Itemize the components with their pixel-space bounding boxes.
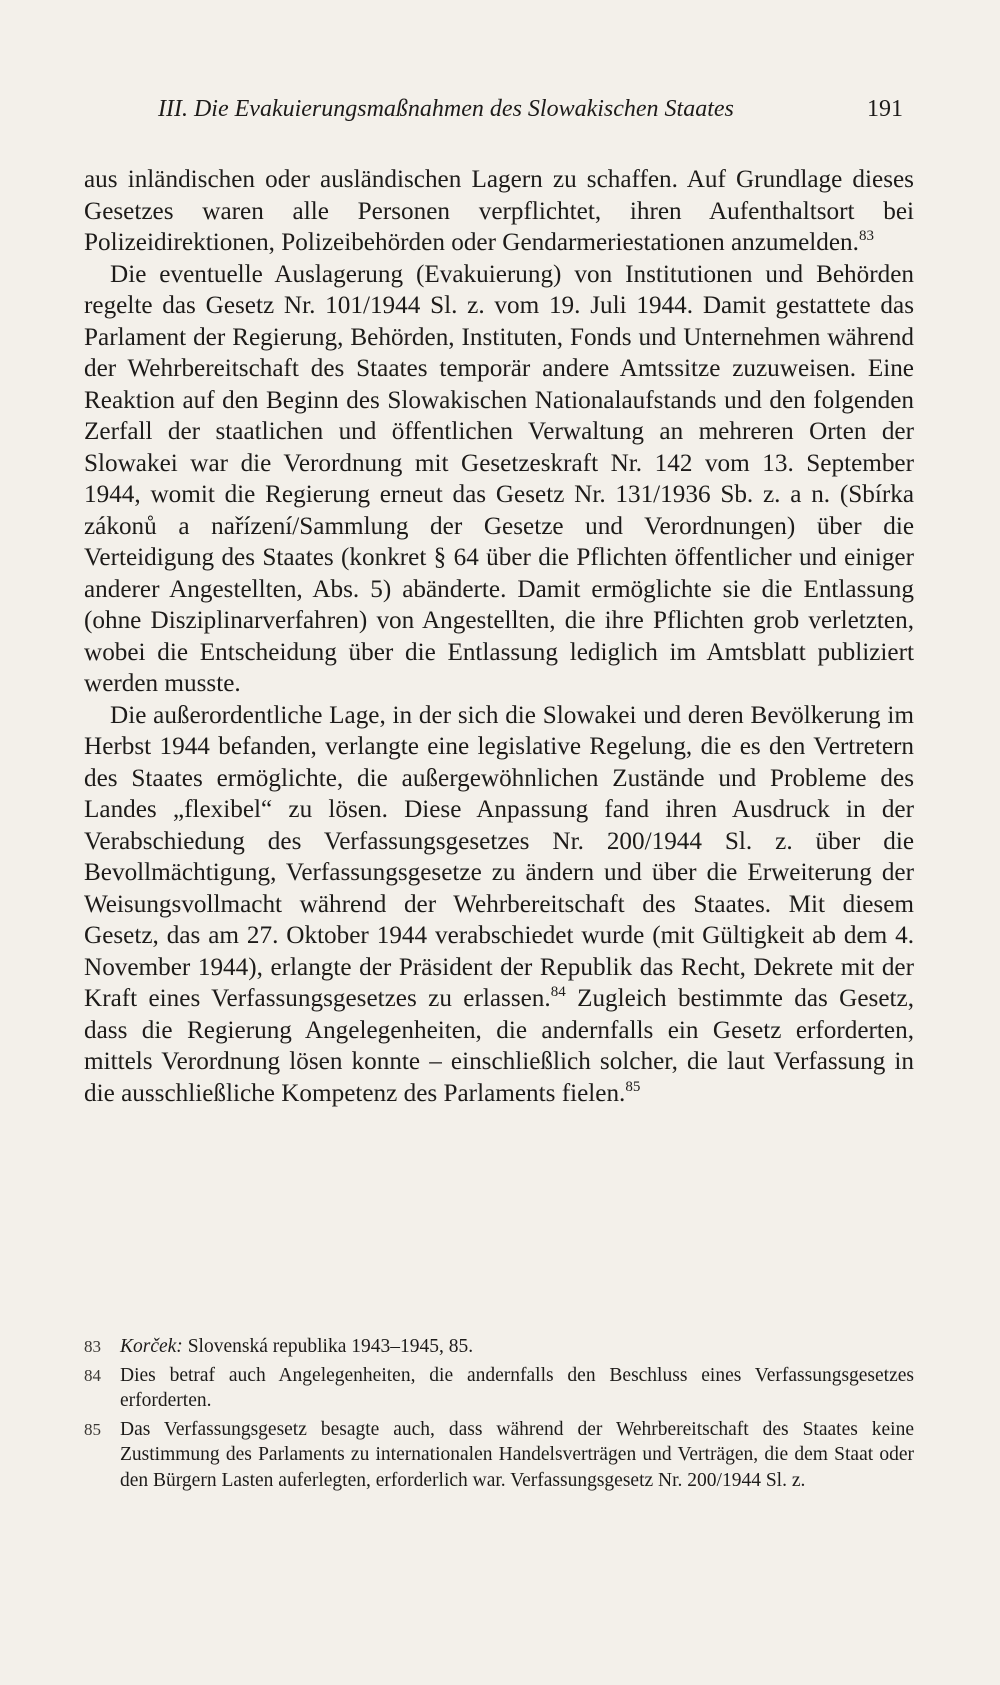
paragraph-2-text: Die eventuelle Auslagerung (Evakuierung) von Institutionen und Behörden regelte das Gesetz Nr. 101/1944 Sl. z. vom 19. Juli 1944. Damit gestattete das Parlament der Regierung, Behörden, Instituten, Fonds und Unternehmen während der Wehrbereitschaft des Staates temporär andere Amtssitze zuzuweisen. Eine Reaktion auf den Beginn des Slowakischen Nationalaufstands und den folgenden Zerfall der staatlichen und öffentlichen Verwaltung an mehreren Orten der Slowakei war die Verordnung mit Gesetzeskraft Nr. 142 vom 13. September 1944, womit die Regierung erneut das Gesetz Nr. 131/1936 Sb. z. a n. (Sbírka zákonů a nařízení/Sammlung der Gesetze und Verordnungen) über die Verteidigung des Staates (konkret § 64 über die Pflichten öffentlicher und einiger anderer Angestellten, Abs. 5) abänderte. Damit ermöglichte sie die Entlassung (ohne Disziplinarverfahren) von Angestellten, die ihre Pflichten grob verletzten, wobei die Entscheidung über die Entlassung lediglich im Amtsblatt publiziert werden musste.	[84, 260, 914, 697]
paragraph-3-text-a: Die außerordentliche Lage, in der sich die Slowakei und deren Bevölkerung im Herbst 1944 befanden, verlangte eine legislative Regelung, die es den Vertretern des Staates ermöglichte, die außergewöhnlichen Zustände und Probleme des Landes „flexibel“ zu lösen. Diese Anpassung fand ihren Ausdruck in der Verabschiedung des Verfassungsgesetzes Nr. 200/1944 Sl. z. über die Bevollmächtigung, Verfassungsgesetze zu ändern und über die Erweiterung der Weisungsvollmacht während der Wehrbereitschaft des Staates. Mit diesem Gesetz, das am 27. Oktober 1944 verabschiedet wurde (mit Gültigkeit ab dem 4. November 1944), erlangte der Präsident der Republik das Recht, Dekrete mit der Kraft eines Verfassungsgesetzes zu erlassen.	[84, 701, 914, 1012]
paragraph-3	[84, 700, 914, 1110]
main-text	[84, 164, 914, 1109]
chapter-title: III. Die Evakuierungsmaßnahmen des Slowakischen Staates	[158, 96, 734, 122]
footnote-84	[84, 1363, 914, 1414]
paragraph-2	[84, 259, 914, 700]
footnotes	[84, 1334, 914, 1496]
footnote-number: 83	[84, 1337, 101, 1356]
footnote-ref-84[interactable]: 84	[550, 984, 566, 1000]
footnote-number: 84	[84, 1365, 101, 1385]
footnote-body: Slovenská republika 1943–1945, 85.	[182, 1336, 474, 1357]
footnote-number: 85	[84, 1419, 101, 1439]
footnote-text: Das Verfassungsgesetz besagte auch, dass während der Wehrbereitschaft des Staates keine Zustimmung des Parlaments zu internationalen Handelsverträgen und Verträgen, die dem Staat oder den Bürgern Lasten auferlegten, erforderlich war. Verfassungsgesetz Nr. 200/1944 Sl. z.	[120, 1418, 914, 1491]
footnote-text	[120, 1334, 914, 1360]
running-header	[158, 96, 903, 136]
footnote-ref-83[interactable]: 83	[858, 228, 874, 244]
page-number: 191	[867, 96, 903, 122]
footnote-text: Dies betraf auch Angelegenheiten, die andernfalls den Beschluss eines Verfassungsgesetzes erforderten.	[120, 1364, 914, 1411]
paragraph-3-text-b: Zugleich bestimmte das Gesetz, dass die Regierung Angelegenheiten, die andernfalls ein Gesetz erforderten, mittels Verordnung lösen konnte – einschließlich solcher, die laut Verfassung in die ausschließliche Kompetenz des Parlaments fielen.	[84, 985, 914, 1107]
paragraph-1	[84, 164, 914, 259]
footnote-83	[84, 1334, 914, 1360]
footnote-85	[84, 1417, 914, 1494]
paragraph-1-text: aus inländischen oder ausländischen Lagern zu schaffen. Auf Grundlage dieses Gesetzes waren alle Personen verpflichtet, ihren Aufenthaltsort bei Polizeidirektionen, Polizeibehörden oder Gendarmeriestationen anzumelden.	[84, 166, 914, 256]
footnote-ref-85[interactable]: 85	[625, 1078, 641, 1095]
footnote-author: Korček:	[120, 1336, 183, 1357]
